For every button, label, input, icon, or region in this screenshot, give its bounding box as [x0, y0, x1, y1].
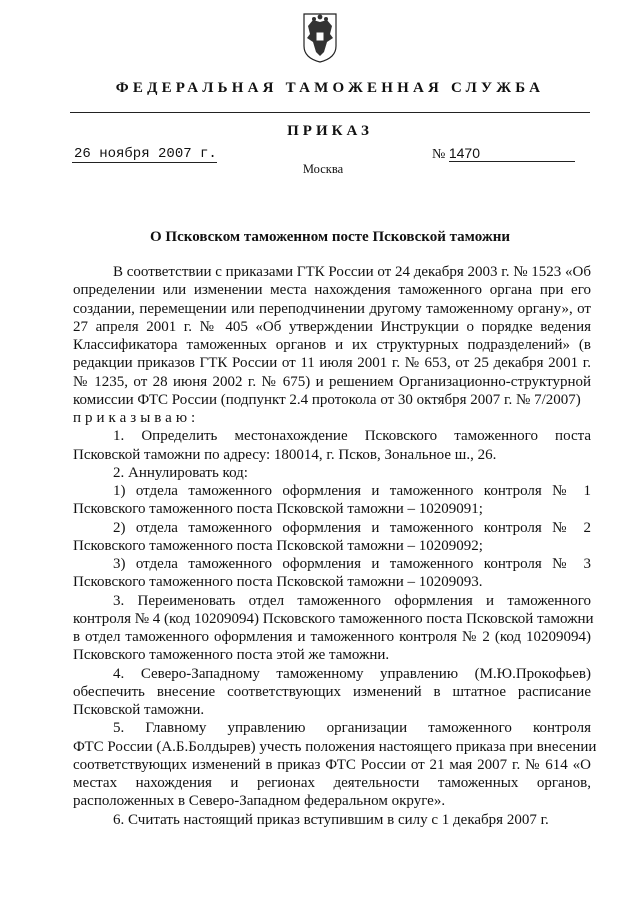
text-line: 1. Определить местонахождение Псковского таможенного поста — [113, 428, 591, 445]
text-line: 2. Аннулировать код: — [113, 464, 248, 481]
text-line: создании, перемещении или переподчинении другому таможенному органу», от — [73, 300, 591, 317]
coat-of-arms-emblem — [302, 12, 338, 64]
order-number — [432, 145, 586, 163]
text-line: редакции приказов ГТК России от 11 июля 2001 г. № 653, от 25 декабря 2001 г. — [73, 355, 591, 372]
text-line: 5. Главному управлению организации таможенного контроля — [113, 720, 591, 737]
paragraph — [73, 555, 591, 592]
text-line: № 1235, от 28 июня 2002 г. № 675) и решением Организационно-структурной — [73, 373, 591, 390]
city: Москва — [302, 162, 344, 176]
text-line: Псковского таможенного поста Псковской таможни – 10209092; — [73, 537, 483, 554]
text-line: Псковского таможенного поста Псковской таможни – 10209093. — [73, 574, 483, 591]
paragraph — [73, 263, 591, 409]
number-label: № — [432, 147, 446, 162]
paragraph — [73, 409, 591, 427]
text-line: В соответствии с приказами ГТК России от 24 декабря 2003 г. № 1523 «Об — [113, 264, 591, 280]
text-line: Классификатора таможенных органов и их структурных подразделений» (в — [73, 337, 591, 353]
text-line: приказываю: — [73, 410, 200, 426]
paragraph — [73, 719, 597, 810]
order-subject: О Псковском таможенном посте Псковской таможни — [150, 229, 510, 245]
text-line: 2) отдела таможенного оформления и таможенного контроля № 2 — [113, 519, 591, 536]
text-line: 4. Северо-Западному таможенному управлению (М.Ю.Прокофьев) — [113, 665, 591, 682]
text-line: соответствующих изменений в приказ ФТС России от 21 мая 2007 г. № 614 «О — [73, 756, 591, 773]
text-line: 6. Считать настоящий приказ вступившим в силу с 1 декабря 2007 г. — [113, 811, 549, 828]
text-line: определении или изменении места нахождения таможенного органа при его — [73, 282, 591, 299]
text-line: ФТС России (А.Б.Болдырев) учесть положения настоящего приказа при внесении — [73, 738, 597, 755]
paragraph — [73, 811, 591, 829]
text-line: комиссии ФТС России (подпункт 2.4 протокола от 30 октября 2007 г. № 7/2007) — [73, 391, 581, 408]
text-line: контроля № 4 (код 10209094) Псковского таможенного поста Псковской таможни — [73, 610, 594, 627]
header-divider — [70, 112, 590, 113]
text-line: местах нахождения и регионах деятельности таможенных органов, — [73, 775, 591, 791]
paragraph — [73, 464, 591, 482]
order-date: 26 ноября 2007 г. — [74, 146, 217, 162]
text-line: 3) отдела таможенного оформления и таможенного контроля № 3 — [113, 556, 591, 572]
paragraph — [73, 665, 591, 720]
document-type: ПРИКАЗ — [287, 123, 373, 139]
number-value: 1470 — [449, 145, 575, 162]
text-line: Псковского таможенного поста Псковской таможни – 10209091; — [73, 501, 483, 518]
text-line: в отдел таможенного оформления и таможенного контроля № 2 (код 10209094) — [73, 629, 591, 645]
text-line: обеспечить внесение соответствующих изменений в штатное расписание — [73, 683, 591, 700]
paragraph — [73, 427, 591, 464]
order-body — [73, 263, 597, 829]
text-line: Псковской таможни. — [73, 702, 205, 718]
text-line: Псковского таможенного поста этой же таможни. — [73, 647, 390, 664]
paragraph — [73, 482, 591, 519]
text-line: расположенных в Северо-Западном федеральном округе». — [73, 793, 446, 810]
text-line: 1) отдела таможенного оформления и таможенного контроля № 1 — [113, 483, 591, 499]
text-line: 27 апреля 2001 г. № 405 «Об утверждении Инструкции о порядке ведения — [73, 318, 591, 335]
text-line: Псковской таможни по адресу: 180014, г. Псков, Зональное ш., 26. — [73, 446, 497, 463]
text-line: 3. Переименовать отдел таможенного оформления и таможенного — [113, 592, 591, 609]
agency-name: ФЕДЕРАЛЬНАЯ ТАМОЖЕННАЯ СЛУЖБА — [115, 80, 545, 96]
paragraph — [73, 592, 594, 665]
paragraph — [73, 519, 591, 556]
